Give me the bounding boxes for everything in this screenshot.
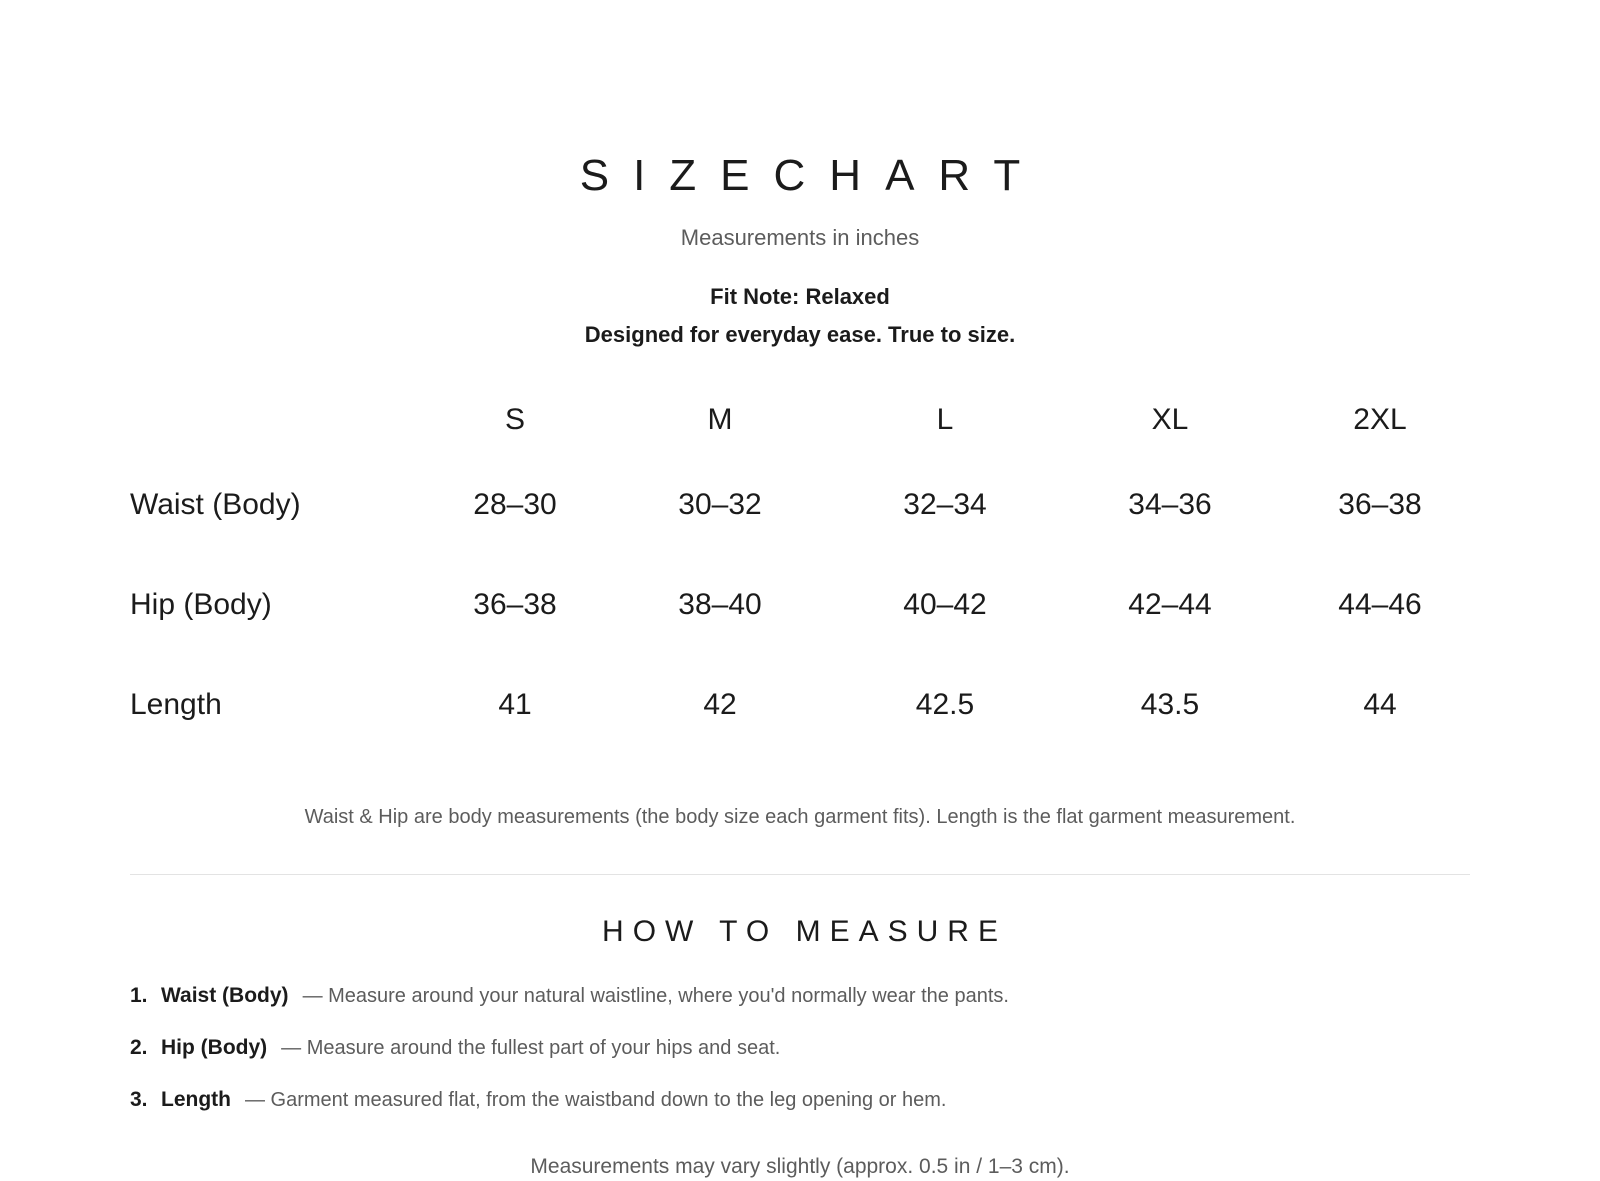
size-header-row — [130, 400, 1470, 440]
table-row-length — [130, 685, 1470, 725]
size-header-s: S — [504, 403, 526, 436]
variance-footnote: Measurements may vary slightly (approx. 0.5 in / 1–3 cm). — [530, 1155, 1070, 1178]
step-number: 1. — [130, 984, 148, 1007]
measure-steps-list — [130, 980, 1470, 1136]
cell-hip-xl: 42–44 — [1128, 588, 1212, 621]
fit-note — [0, 278, 1600, 354]
row-label-hip: Hip (Body) — [130, 588, 272, 621]
step-term: Length — [161, 1088, 231, 1111]
cell-length-2xl: 44 — [1363, 688, 1397, 721]
cell-waist-2xl: 36–38 — [1338, 488, 1422, 521]
row-label-length: Length — [130, 688, 222, 721]
size-header-l: L — [936, 403, 954, 436]
size-header-m: M — [707, 403, 733, 436]
list-item — [130, 1084, 1470, 1136]
cell-waist-m: 30–32 — [678, 488, 762, 521]
cell-length-l: 42.5 — [915, 688, 975, 721]
cell-waist-xl: 34–36 — [1128, 488, 1212, 521]
fit-note-description: Designed for everyday ease. True to size. — [584, 322, 1016, 347]
size-header-xl: XL — [1151, 403, 1189, 436]
cell-hip-m: 38–40 — [678, 588, 762, 621]
section-divider — [130, 874, 1470, 875]
table-footnote: Waist & Hip are body measurements (the body size each garment fits). Length is the flat garment measurement. — [304, 806, 1296, 828]
row-label-waist: Waist (Body) — [130, 488, 301, 521]
list-item — [130, 1032, 1470, 1084]
table-row-waist — [130, 485, 1470, 525]
step-term: Hip (Body) — [161, 1036, 268, 1059]
units-subtitle: Measurements in inches — [680, 225, 920, 250]
cell-hip-s: 36–38 — [473, 588, 557, 621]
cell-length-xl: 43.5 — [1140, 688, 1200, 721]
page-title: SIZECHART — [579, 151, 1045, 200]
list-item — [130, 980, 1470, 1032]
cell-waist-l: 32–34 — [903, 488, 987, 521]
step-number: 3. — [130, 1088, 148, 1111]
step-description: — Garment measured flat, from the waistband down to the leg opening or hem. — [244, 1089, 947, 1111]
step-term: Waist (Body) — [161, 984, 289, 1007]
fit-note-heading: Fit Note: Relaxed — [710, 284, 890, 309]
cell-length-s: 41 — [498, 688, 532, 721]
step-description: — Measure around the fullest part of your hips and seat. — [281, 1037, 781, 1059]
cell-hip-l: 40–42 — [903, 588, 987, 621]
table-row-hip — [130, 585, 1470, 625]
cell-waist-s: 28–30 — [473, 488, 557, 521]
cell-hip-2xl: 44–46 — [1338, 588, 1422, 621]
step-description: — Measure around your natural waistline, where you'd normally wear the pants. — [302, 985, 1009, 1007]
cell-length-m: 42 — [703, 688, 737, 721]
size-header-2xl: 2XL — [1353, 403, 1407, 436]
step-number: 2. — [130, 1036, 148, 1059]
how-to-measure-title: HOW TO MEASURE — [602, 915, 1007, 948]
